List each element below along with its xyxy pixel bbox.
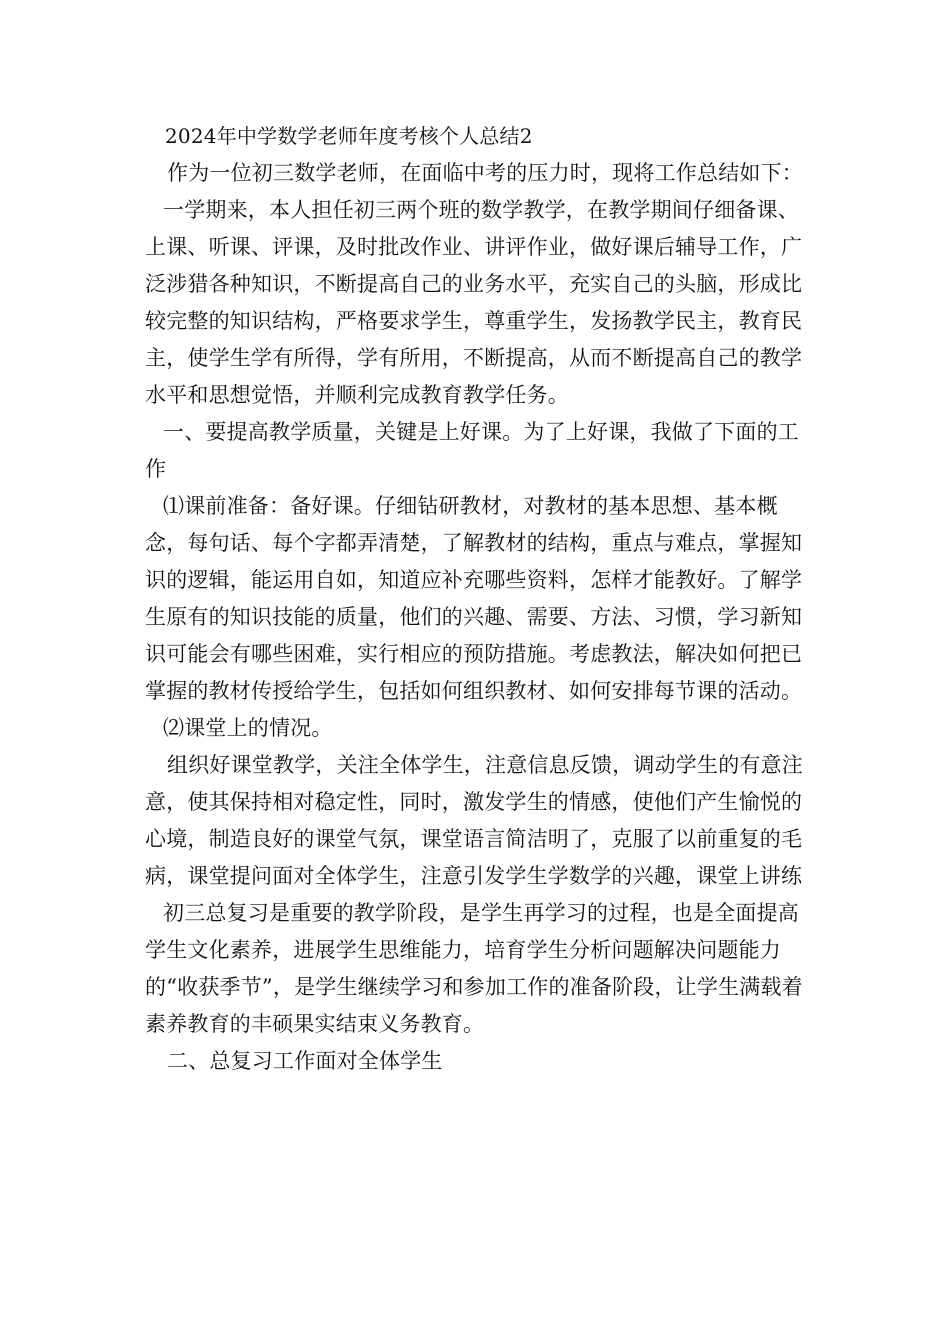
paragraph-review: 初三总复习是重要的教学阶段，是学生再学习的过程，也是全面提高学生文化素养，进展学生思维能力，培育学生分析问题解决问题能力的“收获季节”，是学生继续学习和参加工作的准备阶段，让学生满载着素养教育的丰硕果实结束义务教育。 xyxy=(145,901,803,1036)
paragraph-classroom: 组织好课堂教学，关注全体学生，注意信息反馈，调动学生的有意注意，使其保持相对稳定性，同时，激发学生的情感，使他们产生愉悦的心境，制造良好的课堂气氛，课堂语言简洁明了，克服了以前重复的毛病，课堂提问面对全体学生，注意引发学生学数学的兴趣，课堂上讲练 xyxy=(145,753,803,888)
section-heading-1: 一、要提高教学质量，关键是上好课。为了上好课，我做了下面的工作 xyxy=(145,420,799,481)
document-title: 2024年中学数学老师年度考核个人总结2 xyxy=(165,124,533,148)
paragraph-preparation: ⑴课前准备：备好课。仔细钻研教材，对教材的基本思想、基本概念，每句话、每个字都弄清楚，了解教材的结构，重点与难点，掌握知识的逻辑，能运用自如，知道应补充哪些资料，怎样才能教好。了解学生原有的知识技能的质量，他们的兴趣、需要、方法、习惯，学习新知识可能会有哪些困难，实行相应的预防措施。考虑教法，解决如何把已掌握的教材传授给学生，包括如何组织教材、如何安排每节课的活动。 xyxy=(145,494,803,703)
section-heading-2: 二、总复习工作面对全体学生 xyxy=(167,1049,443,1073)
paragraph-intro: 作为一位初三数学老师，在面临中考的压力时，现将工作总结如下： xyxy=(167,161,803,185)
document-body xyxy=(145,118,813,1080)
subheading-classroom: ⑵课堂上的情况。 xyxy=(163,716,333,740)
paragraph-semester: 一学期来，本人担任初三两个班的数学教学，在教学期间仔细备课、上课、听课、评课，及时批改作业、讲评作业，做好课后辅导工作，广泛涉猎各种知识，不断提高自己的业务水平，充实自己的头脑，形成比较完整的知识结构，严格要求学生，尊重学生，发扬教学民主，教育民主，使学生学有所得，学有所用，不断提高，从而不断提高自己的教学水平和思想觉悟，并顺利完成教育教学任务。 xyxy=(145,198,803,407)
